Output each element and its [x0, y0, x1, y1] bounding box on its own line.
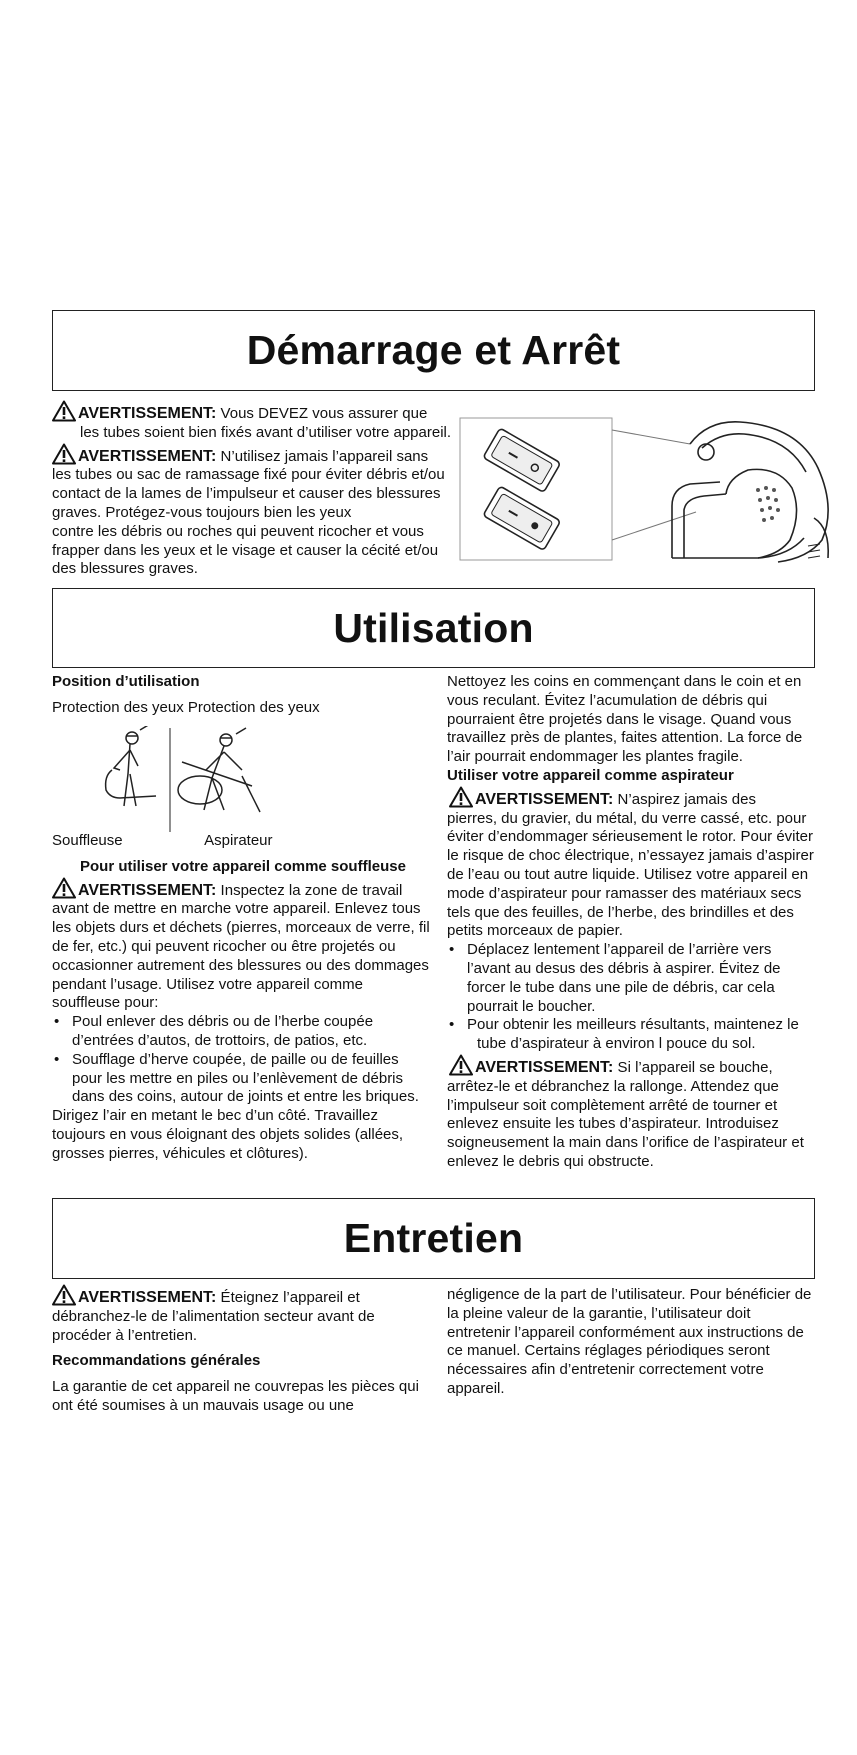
clean-corners-text: Nettoyez les coins en commençant dans le coin et en vous reculant. Évitez l’acumulation de débris qui pourraient être projetés dans le visage. Quand vous travaillez près de plantes, faites attention. La force de l’air pourrait endommager les plantes fragile.: [447, 673, 803, 766]
label-blower: Souffleuse: [52, 832, 123, 849]
warning-text-cont: les tubes ou sac de ramassage fixé pour éviter débris et/ou contact de la lames de l’impulseur et causer des blessures graves. Protégez-vous toujours bien les yeux: [52, 466, 445, 521]
warning-label: AVERTISSEMENT:: [78, 881, 217, 899]
section-title-maint: Entretien: [343, 1215, 524, 1261]
vacuum-heading: Utiliser votre appareil comme aspirateur: [447, 766, 734, 784]
use-left-column: [52, 673, 432, 718]
maint-right-column: [447, 1286, 817, 1399]
reco-text-cont: négligence de la part de l’utilisateur. Pour bénéficier de la pleine valeur de la garantie, l’utilisateur doit entretenir l’appareil conformément aux instructions de ce manuel. Certains réglages périodiques seront nécessaires afin d’entretenir correctement votre appareil.: [447, 1286, 812, 1397]
warning-text: Éteignez l’appareil et débranchez-le de l’alimentation secteur avant de procéder à l’entretien.: [52, 1289, 375, 1344]
label-vacuum: Aspirateur: [204, 832, 273, 849]
warning-triangle-icon: [52, 877, 76, 899]
section-header-use: [52, 588, 815, 668]
vacuum-tips-list: [447, 941, 817, 1035]
warning-triangle-icon: [52, 1284, 76, 1306]
warning-triangle-icon: [449, 1054, 473, 1076]
warning-triangle-icon: [449, 786, 473, 808]
use-left-column-body: [52, 832, 432, 1164]
warning-text: Vous DEVEZ vous assurer que: [216, 405, 428, 422]
warning-triangle-icon: [52, 400, 76, 422]
direct-air-text: Dirigez l’air en metant le bec d’un côté. Travaillez toujours en vous éloignant des objets solides (allées, grosses pierres, véhicules et clôtures).: [52, 1107, 404, 1162]
warning-label: AVERTISSEMENT:: [78, 405, 217, 422]
warning-text: N’aspirez jamais des: [613, 790, 756, 808]
position-heading: Position d’utilisation: [52, 673, 200, 690]
eye-protection-label: Protection des yeux Protection des yeux: [52, 698, 320, 716]
warning-text-end: contre les débris ou roches qui peuvent ricocher et vous frapper dans les yeux et le visage et causer la cécité et/ou des blessures graves.: [52, 522, 439, 578]
section-header-start: [52, 310, 815, 391]
section-header-maint: [52, 1198, 815, 1279]
list-item: • Déplacez lentement l’appareil de l’arrière vers l’avant au desus des débris à aspirer. Évitez de forcer le tube dans une pile de débris, car cela pourrait le boucher.: [447, 941, 817, 1016]
warning-text-cont: arrêtez-le et débranchez la rallonge. Attendez que l’impulseur soit complètement arrêté de tourner et enlevez ensuite les tubes d’aspirateur. Introduisez soigneusement la main dans l’orifice de l’aspirateur et enlevez le debris qui obstructe.: [447, 1077, 804, 1170]
warning-text: N’utilisez jamais l’appareil sans: [216, 447, 429, 465]
use-right-column: [447, 673, 817, 1172]
warning-label: AVERTISSEMENT:: [78, 447, 217, 465]
start-warnings: [52, 400, 462, 579]
section-title-use: Utilisation: [333, 604, 534, 651]
reco-text: La garantie de cet appareil ne couvrepas les pièces qui ont été soumises à un mauvais usage ou une: [52, 1378, 419, 1414]
on-off-switch-illustration: [458, 408, 836, 570]
reco-heading: Recommandations générales: [52, 1352, 261, 1370]
warning-triangle-icon: [52, 443, 76, 465]
maint-left-column: [52, 1284, 422, 1416]
section-title-start: Démarrage et Arrêt: [246, 327, 621, 373]
list-item: • Poul enlever des débris ou de l’herbe coupée d’entrées d’autos, de trottoirs, de patios, etc.: [52, 1013, 432, 1051]
warning-label: AVERTISSEMENT:: [78, 1289, 217, 1306]
warning-label: AVERTISSEMENT:: [475, 790, 614, 808]
operating-position-illustration: [96, 726, 276, 836]
warning-label: AVERTISSEMENT:: [475, 1058, 614, 1076]
warning-text-cont: pierres, du gravier, du métal, du verre cassé, etc. pour éviter d’endommager sérieusement le rotor. Pour éviter le risque de choc électrique, n’essayez jamais d’aspirer de l’eau ou tout autre liquide. Utilisez votre appareil en mode d’aspirateur pour ramasser des matériaux secs tels que des feuilles, de l’herbe, des brindilles et des petits morceaux de papier.: [447, 809, 814, 940]
blower-heading: Pour utiliser votre appareil comme souffleuse: [80, 857, 406, 875]
list-item: • Soufflage d’herve coupée, de paille ou de feuilles pour les mettre en piles ou l’enlèvement de débris dans des coins, autour de joints et entre les briques.: [52, 1051, 432, 1107]
list-item: • Pour obtenir les meilleurs résultants, maintenez le: [447, 1016, 817, 1035]
warning-text: Inspectez la zone de travail avant de mettre en marche votre appareil. Enlevez tous les objets durs et déchets (pierres, morceaux de verre, fil de fer, etc.) qui peuvent ricocher ou être projetés ou occasionner autrement des blessures ou des dommages pendant l’usage. Utilisez votre appareil comme souffleuse pour:: [52, 881, 430, 1012]
blower-uses-list: [52, 1013, 432, 1107]
warning-text: Si l’appareil se bouche,: [613, 1058, 773, 1076]
warning-text-cont: les tubes soient bien fixés avant d’utiliser votre appareil.: [80, 423, 452, 441]
list-item-cont: tube d’aspirateur à environ l pouce du sol.: [477, 1035, 756, 1053]
